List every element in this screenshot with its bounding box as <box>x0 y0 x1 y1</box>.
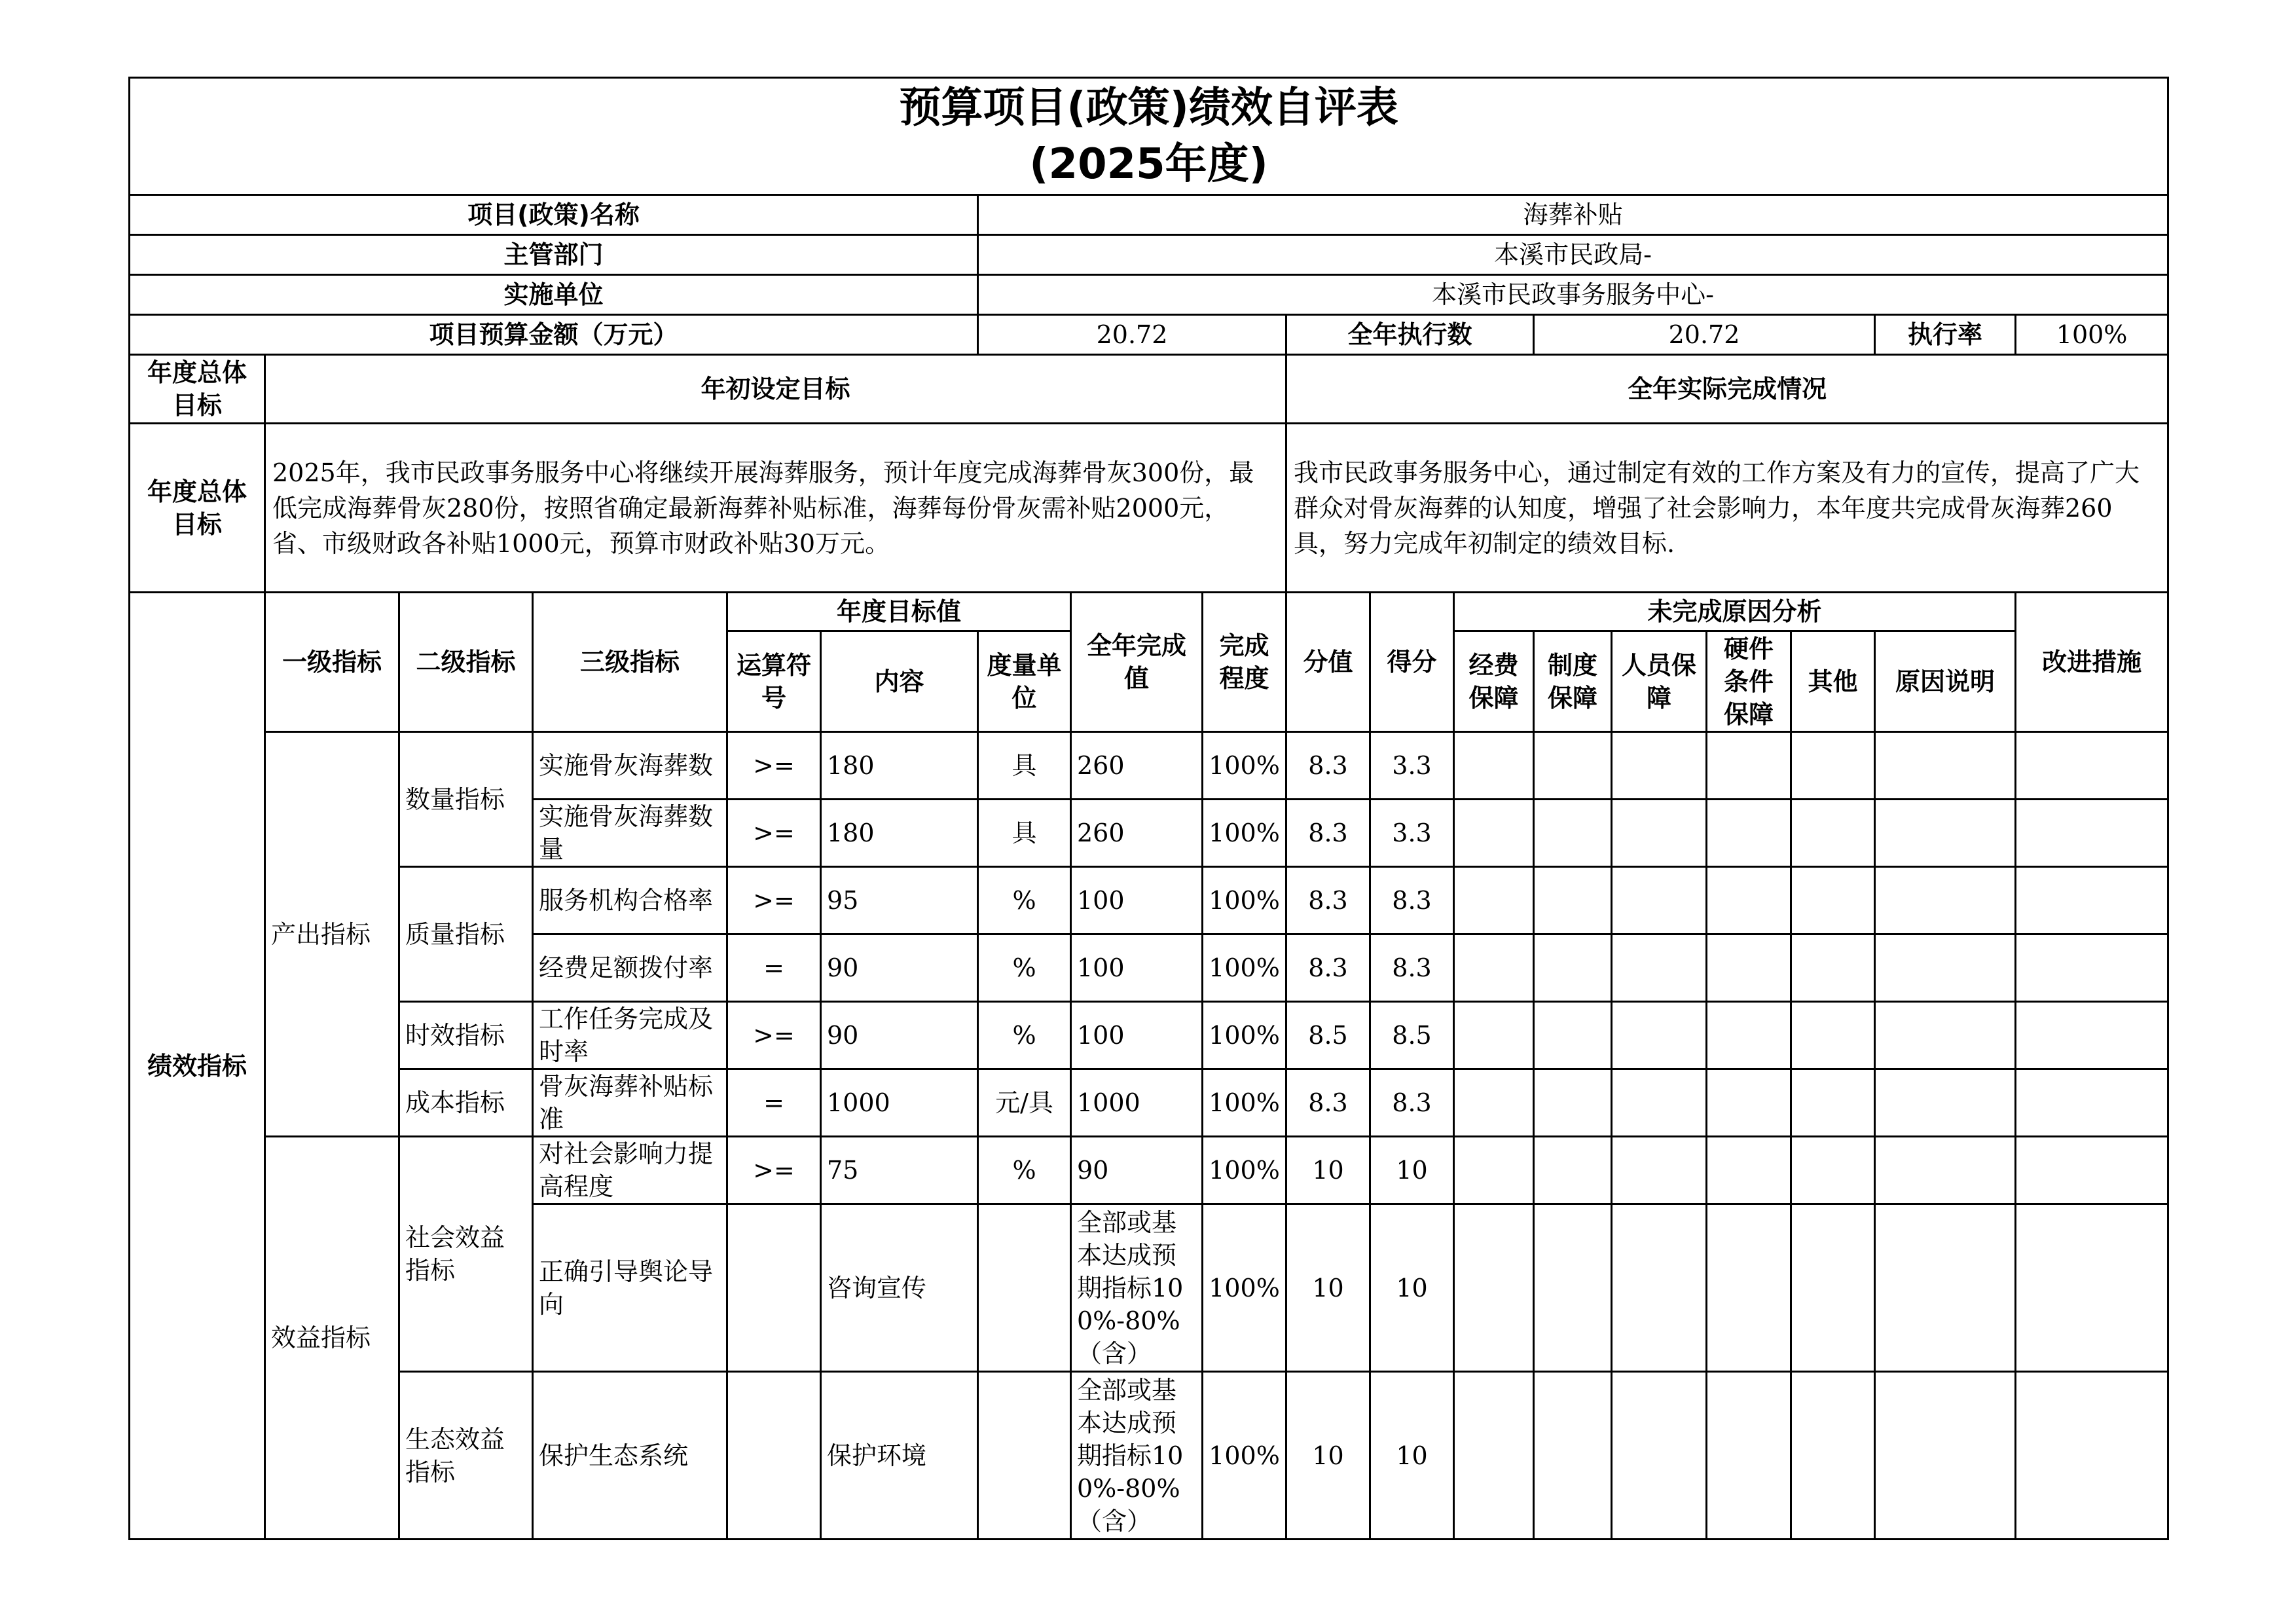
indicator-content: 180 <box>821 800 978 867</box>
indicator-score: 8.3 <box>1286 800 1370 867</box>
hdr-level3: 三级指标 <box>533 593 727 732</box>
indicator-unit: % <box>978 1002 1071 1069</box>
group-quality: 质量指标 <box>399 867 533 1002</box>
hdr-reason-hardware: 硬件条件保障 <box>1707 631 1791 732</box>
reason-cell <box>1454 800 1534 867</box>
hdr-level2: 二级指标 <box>399 593 533 732</box>
self-evaluation-table <box>128 77 2169 1540</box>
indicator-unit: % <box>978 867 1071 934</box>
hdr-reason-funding: 经费保障 <box>1454 631 1534 732</box>
title-line1: 预算项目(政策)绩效自评表 <box>899 84 1398 132</box>
indicator-actual: 90 <box>1071 1137 1203 1204</box>
group-output: 产出指标 <box>265 732 399 1137</box>
indicator-actual: 260 <box>1071 732 1203 800</box>
indicator-degree: 100% <box>1203 1069 1286 1137</box>
reason-cell <box>1707 867 1791 934</box>
indicator-unit: 具 <box>978 800 1071 867</box>
reason-cell <box>1707 1069 1791 1137</box>
reason-cell <box>1791 1137 1875 1204</box>
goals-label: 年度总体目标 <box>130 424 265 593</box>
reason-cell <box>1791 934 1875 1002</box>
indicator-actual: 1000 <box>1071 1069 1203 1137</box>
indicator-op: >= <box>727 1002 821 1069</box>
improve-cell <box>2016 1372 2168 1540</box>
reason-cell <box>1534 1204 1612 1372</box>
indicator-got: 8.5 <box>1370 1002 1454 1069</box>
indicator-name: 服务机构合格率 <box>533 867 727 934</box>
reason-cell <box>1791 867 1875 934</box>
reason-cell <box>1612 867 1707 934</box>
indicator-name: 保护生态系统 <box>533 1372 727 1540</box>
project-name-label: 项目(政策)名称 <box>130 195 978 235</box>
hdr-reason-group: 未完成原因分析 <box>1454 593 2016 631</box>
indicator-unit: % <box>978 1137 1071 1204</box>
rate-label: 执行率 <box>1875 315 2016 355</box>
indicator-actual: 全部或基本达成预期指标100%-80%（含） <box>1071 1372 1203 1540</box>
reason-cell <box>1612 1002 1707 1069</box>
reason-cell <box>1534 732 1612 800</box>
indicator-content: 1000 <box>821 1069 978 1137</box>
hdr-reason-staff: 人员保障 <box>1612 631 1707 732</box>
dept-label: 主管部门 <box>130 235 978 275</box>
group-social: 社会效益指标 <box>399 1137 533 1372</box>
reason-cell <box>1875 1372 2016 1540</box>
indicator-content: 保护环境 <box>821 1372 978 1540</box>
reason-cell <box>1875 1002 2016 1069</box>
reason-cell <box>1791 800 1875 867</box>
sheet-title <box>130 78 2168 195</box>
indicator-op <box>727 1372 821 1540</box>
hdr-reason-note: 原因说明 <box>1875 631 2016 732</box>
indicator-degree: 100% <box>1203 867 1286 934</box>
reason-cell <box>1791 1372 1875 1540</box>
reason-cell <box>1612 934 1707 1002</box>
hdr-improve: 改进措施 <box>2016 593 2168 732</box>
reason-cell <box>1707 1002 1791 1069</box>
reason-cell <box>1791 732 1875 800</box>
reason-cell <box>1534 1069 1612 1137</box>
hdr-reason-system: 制度保障 <box>1534 631 1612 732</box>
reason-cell <box>1612 1204 1707 1372</box>
reason-cell <box>1707 934 1791 1002</box>
reason-cell <box>1534 800 1612 867</box>
indicator-unit: 具 <box>978 732 1071 800</box>
indicator-score: 8.3 <box>1286 934 1370 1002</box>
unit-value: 本溪市民政事务服务中心- <box>978 275 2168 315</box>
goals-actual-header: 全年实际完成情况 <box>1286 355 2168 424</box>
indicator-unit <box>978 1372 1071 1540</box>
improve-cell <box>2016 732 2168 800</box>
indicator-actual: 100 <box>1071 934 1203 1002</box>
reason-cell <box>1875 1137 2016 1204</box>
reason-cell <box>1875 867 2016 934</box>
indicator-unit <box>978 1204 1071 1372</box>
reason-cell <box>1454 1137 1534 1204</box>
indicator-content: 90 <box>821 1002 978 1069</box>
unit-label: 实施单位 <box>130 275 978 315</box>
improve-cell <box>2016 1069 2168 1137</box>
group-cost: 成本指标 <box>399 1069 533 1137</box>
reason-cell <box>1791 1002 1875 1069</box>
indicator-actual: 100 <box>1071 1002 1203 1069</box>
reason-cell <box>1454 732 1534 800</box>
indicator-actual: 100 <box>1071 867 1203 934</box>
reason-cell <box>1534 1372 1612 1540</box>
reason-cell <box>1454 867 1534 934</box>
indicator-name: 工作任务完成及时率 <box>533 1002 727 1069</box>
indicator-got: 3.3 <box>1370 800 1454 867</box>
reason-cell <box>1875 800 2016 867</box>
indicator-content: 75 <box>821 1137 978 1204</box>
indicator-degree: 100% <box>1203 732 1286 800</box>
indicator-got: 8.3 <box>1370 934 1454 1002</box>
reason-cell <box>1534 934 1612 1002</box>
goals-label-header: 年度总体目标 <box>130 355 265 424</box>
group-benefit: 效益指标 <box>265 1137 399 1540</box>
indicator-op <box>727 1204 821 1372</box>
indicator-content: 咨询宣传 <box>821 1204 978 1372</box>
exec-value: 20.72 <box>1534 315 1875 355</box>
exec-label: 全年执行数 <box>1286 315 1534 355</box>
indicator-unit: % <box>978 934 1071 1002</box>
indicator-score: 10 <box>1286 1372 1370 1540</box>
indicator-op: = <box>727 934 821 1002</box>
indicator-name: 实施骨灰海葬数 <box>533 732 727 800</box>
indicator-score: 10 <box>1286 1204 1370 1372</box>
indicator-got: 10 <box>1370 1204 1454 1372</box>
reason-cell <box>1612 732 1707 800</box>
indicator-name: 实施骨灰海葬数量 <box>533 800 727 867</box>
improve-cell <box>2016 1002 2168 1069</box>
reason-cell <box>1791 1069 1875 1137</box>
reason-cell <box>1454 1204 1534 1372</box>
reason-cell <box>1454 1002 1534 1069</box>
reason-cell <box>1454 1069 1534 1137</box>
reason-cell <box>1707 1372 1791 1540</box>
indicator-unit: 元/具 <box>978 1069 1071 1137</box>
indicator-content: 95 <box>821 867 978 934</box>
budget-value: 20.72 <box>978 315 1286 355</box>
improve-cell <box>2016 1204 2168 1372</box>
hdr-content: 内容 <box>821 631 978 732</box>
reason-cell <box>1875 934 2016 1002</box>
indicator-score: 8.5 <box>1286 1002 1370 1069</box>
indicator-actual: 260 <box>1071 800 1203 867</box>
hdr-degree: 完成程度 <box>1203 593 1286 732</box>
indicator-name: 骨灰海葬补贴标准 <box>533 1069 727 1137</box>
indicator-degree: 100% <box>1203 800 1286 867</box>
group-time: 时效指标 <box>399 1002 533 1069</box>
reason-cell <box>1875 732 2016 800</box>
goals-set-header: 年初设定目标 <box>265 355 1286 424</box>
reason-cell <box>1454 1372 1534 1540</box>
reason-cell <box>1534 1137 1612 1204</box>
improve-cell <box>2016 800 2168 867</box>
indicator-got: 8.3 <box>1370 1069 1454 1137</box>
reason-cell <box>1534 867 1612 934</box>
indicator-op: >= <box>727 732 821 800</box>
reason-cell <box>1707 1204 1791 1372</box>
indicator-op: = <box>727 1069 821 1137</box>
indicator-degree: 100% <box>1203 1204 1286 1372</box>
group-eco: 生态效益指标 <box>399 1372 533 1540</box>
reason-cell <box>1612 1137 1707 1204</box>
indicator-got: 10 <box>1370 1137 1454 1204</box>
budget-label: 项目预算金额（万元） <box>130 315 978 355</box>
reason-cell <box>1612 1069 1707 1137</box>
indicator-score: 8.3 <box>1286 867 1370 934</box>
indicator-name: 对社会影响力提高程度 <box>533 1137 727 1204</box>
improve-cell <box>2016 1137 2168 1204</box>
reason-cell <box>1707 732 1791 800</box>
indicator-actual: 全部或基本达成预期指标100%-80%（含） <box>1071 1204 1203 1372</box>
rate-value: 100% <box>2016 315 2168 355</box>
indicator-op: >= <box>727 1137 821 1204</box>
indicator-got: 10 <box>1370 1372 1454 1540</box>
reason-cell <box>1534 1002 1612 1069</box>
indicator-name: 经费足额拨付率 <box>533 934 727 1002</box>
indicator-degree: 100% <box>1203 934 1286 1002</box>
reason-cell <box>1875 1204 2016 1372</box>
indicator-name: 正确引导舆论导向 <box>533 1204 727 1372</box>
indicator-degree: 100% <box>1203 1137 1286 1204</box>
indicator-score: 8.3 <box>1286 732 1370 800</box>
goals-actual-text: 我市民政事务服务中心，通过制定有效的工作方案及有力的宣传，提高了广大群众对骨灰海葬的认知度，增强了社会影响力，本年度共完成骨灰海葬260具，努力完成年初制定的绩效目标. <box>1286 424 2168 593</box>
hdr-unit: 度量单位 <box>978 631 1071 732</box>
indicator-op: >= <box>727 800 821 867</box>
perf-label: 绩效指标 <box>130 593 265 1540</box>
improve-cell <box>2016 867 2168 934</box>
reason-cell <box>1454 934 1534 1002</box>
improve-cell <box>2016 934 2168 1002</box>
indicator-score: 8.3 <box>1286 1069 1370 1137</box>
goals-set-text: 2025年，我市民政事务服务中心将继续开展海葬服务，预计年度完成海葬骨灰300份，最低完成海葬骨灰280份，按照省确定最新海葬补贴标准，海葬每份骨灰需补贴2000元，省、市级财政各补贴1000元，预算市财政补贴30万元。 <box>265 424 1286 593</box>
indicator-got: 8.3 <box>1370 867 1454 934</box>
reason-cell <box>1707 1137 1791 1204</box>
indicator-content: 90 <box>821 934 978 1002</box>
hdr-got: 得分 <box>1370 593 1454 732</box>
title-line2: (2025年度) <box>1029 140 1268 189</box>
hdr-level1: 一级指标 <box>265 593 399 732</box>
indicator-op: >= <box>727 867 821 934</box>
group-quantity: 数量指标 <box>399 732 533 867</box>
dept-value: 本溪市民政局- <box>978 235 2168 275</box>
indicator-content: 180 <box>821 732 978 800</box>
hdr-target-group: 年度目标值 <box>727 593 1071 631</box>
indicator-got: 3.3 <box>1370 732 1454 800</box>
indicator-degree: 100% <box>1203 1372 1286 1540</box>
project-name-value: 海葬补贴 <box>978 195 2168 235</box>
reason-cell <box>1791 1204 1875 1372</box>
hdr-score: 分值 <box>1286 593 1370 732</box>
hdr-reason-other: 其他 <box>1791 631 1875 732</box>
reason-cell <box>1612 1372 1707 1540</box>
hdr-actual: 全年完成值 <box>1071 593 1203 732</box>
reason-cell <box>1707 800 1791 867</box>
reason-cell <box>1612 800 1707 867</box>
indicator-score: 10 <box>1286 1137 1370 1204</box>
hdr-op: 运算符号 <box>727 631 821 732</box>
reason-cell <box>1875 1069 2016 1137</box>
indicator-degree: 100% <box>1203 1002 1286 1069</box>
